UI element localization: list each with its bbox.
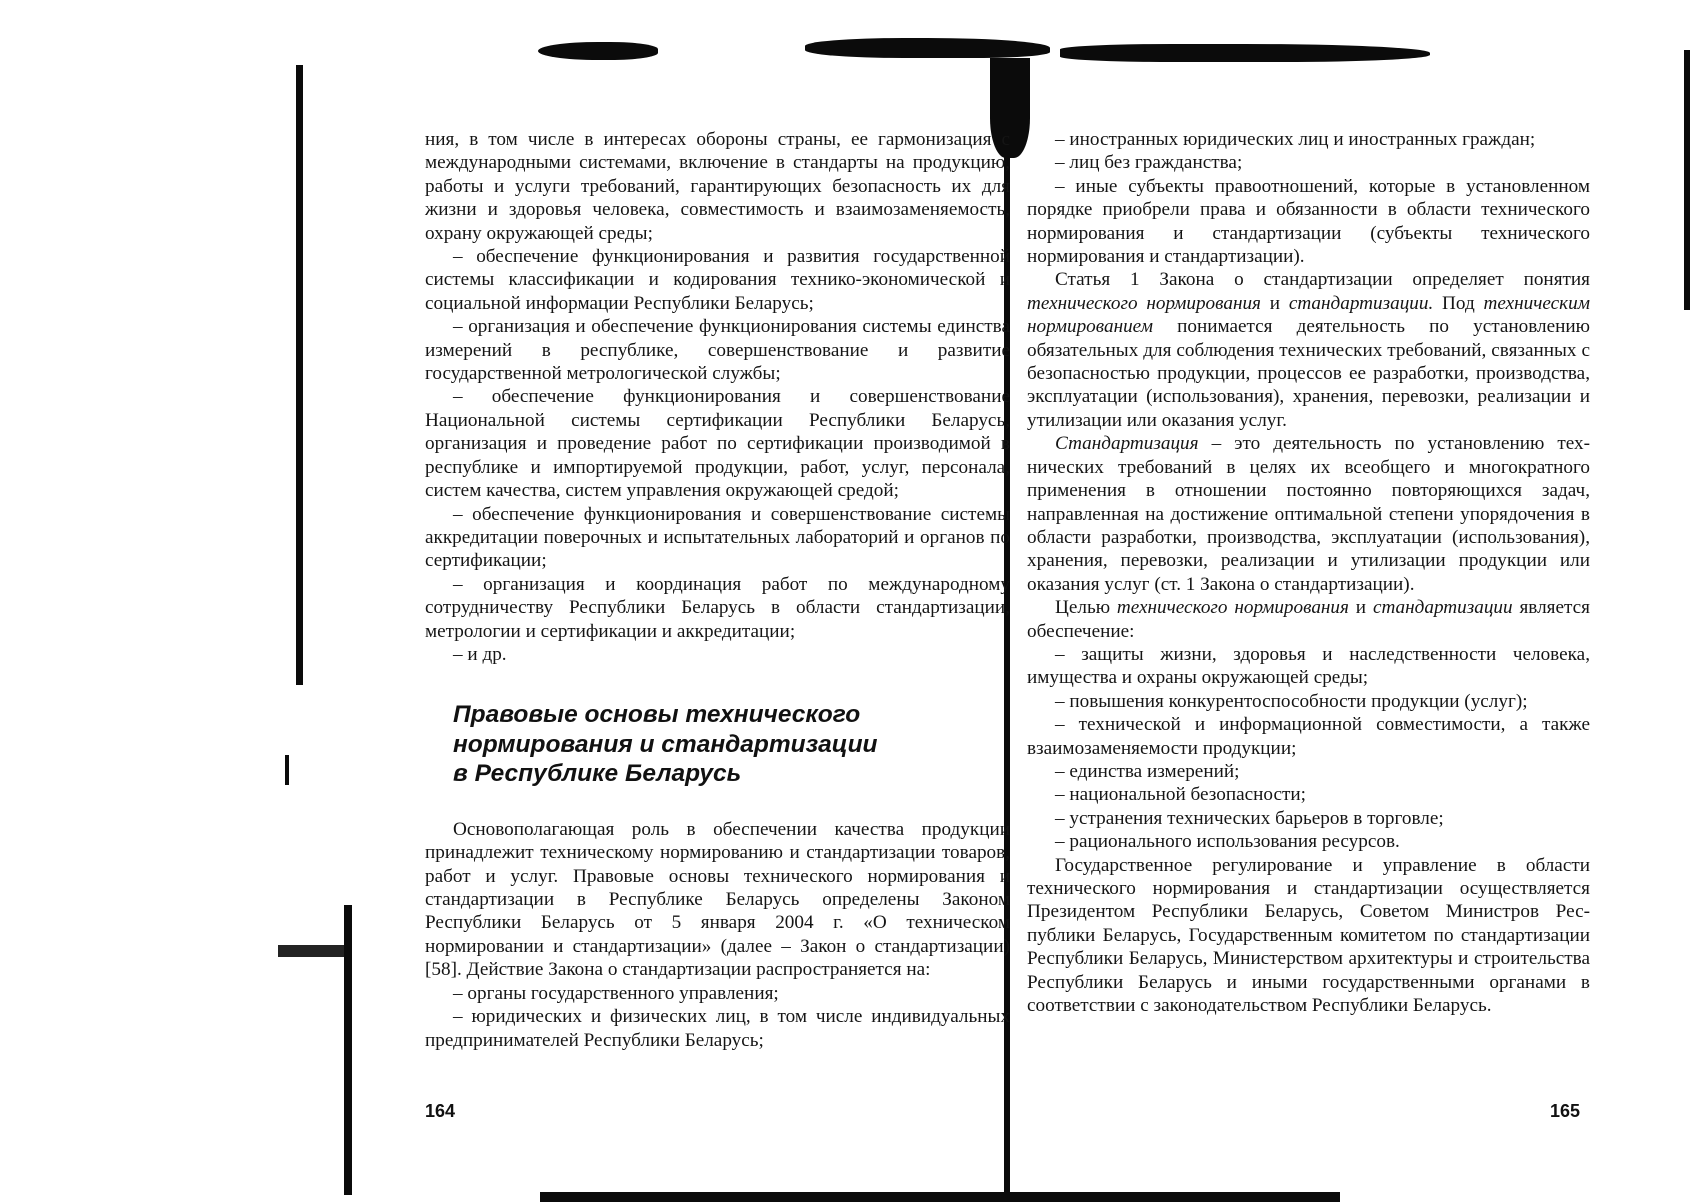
paragraph: – технической и информационной совместимости, а также взаимозаменяемости продукции; <box>1027 714 1590 759</box>
paragraph: – иные субъекты правоотношений, которые в установленном порядке приобрели права и обязанности в области технического нормирования и стандартизации (субъекты технического нормирования и стандартизации). <box>1027 175 1590 268</box>
paragraph: – единства измерений; <box>1055 760 1240 782</box>
paragraph: – организация и обеспечение функционирования системы единства измерений в республике, совершенствование и развитие государственной метрологической службы; <box>425 316 1010 385</box>
text-run: и <box>1348 597 1373 619</box>
text-run: – это деятельность по установлению технических требований в целях их всеобщего и многократного применения в отношении постоянно повторяющихся задач, направленная на достижение оптимальной степени упорядочения в области разработки, производства, эксплуатации (использования), хранения, перевозки, реализации и утилизации продукции или оказания услуг (ст. 1 Закона о стандартизации). <box>1027 433 1590 595</box>
paragraph: – иностранных юридических лиц и иностранных граждан; <box>1055 129 1536 150</box>
paragraph: – и др. <box>453 643 507 665</box>
paragraph: Государственное регулирование и управление в области технического нормирования и стандартизации осуществляется Президентом Республики Беларусь, Советом Министров Республики Беларусь, Государственным комитетом по стандартизации Республики Беларусь, Министерством архитектуры и строительства Республики Беларусь и иными государственными органами в соответствии с законодательством Республики Беларусь. <box>1027 854 1590 1017</box>
paragraph: – устранения технических барьеров в торговле; <box>1055 807 1444 829</box>
text-run: и <box>1260 292 1289 314</box>
text-run: является обеспечение: <box>1027 597 1590 642</box>
paragraph-goals-intro <box>1027 596 1590 643</box>
paragraph: – обеспечение функционирования и совершенствование системы аккредитации поверочных и испытательных лабораторий и органов по сертификации; <box>425 503 1010 572</box>
heading-line: нормирования и стандартизации <box>453 730 878 758</box>
paragraph-article-definitions <box>1027 268 1590 432</box>
paragraph-standardization <box>1027 432 1590 596</box>
scan-edge-left-mid <box>285 755 289 785</box>
paragraph: – лиц без гражданства; <box>1055 152 1243 174</box>
right-page <box>1027 128 1590 1017</box>
paragraph: – обеспечение функционирования и развития государственной системы классификации и кодирования технико-экономической и социальной информации Республики Беларусь; <box>425 246 1010 314</box>
scan-blob-top-center <box>805 38 1050 58</box>
emphasis: технического нормирования <box>1116 597 1349 619</box>
section-heading <box>453 700 1010 789</box>
text-run: Целью <box>1055 597 1117 619</box>
page-number-right: 165 <box>1550 1101 1581 1121</box>
scan-bottom-bar <box>540 1192 1340 1202</box>
paragraph: – национальной безопасности; <box>1055 784 1306 806</box>
left-page <box>425 128 1010 1052</box>
paragraph: – органы государственного управления; <box>453 982 779 1004</box>
paragraph: – защиты жизни, здоровья и наследственности человека, имущества и охраны окружающей среды; <box>1027 643 1590 689</box>
scan-blob-top-right <box>1060 44 1430 62</box>
emphasis: техническим нормированием <box>1027 292 1590 338</box>
paragraph: ния, в том числе в интересах обороны страны, ее гармонизация с международными системами, включение в стандарты на продукцию, работы и услуги требований, гарантирующих безопасность их для жизни и здоровья человека, совместимость и взаимозаменяемость, охрану окружающей среды; <box>425 129 1010 244</box>
emphasis: стандартизации. <box>1288 292 1434 314</box>
paragraph: Основополагающая роль в обеспечении качества продукции принадлежит техническому нормированию и стандартизации товаров, работ и услуг. Правовые основы технического нормирования и стандартизации в Республике Беларусь определены Законом Республики Беларусь от 5 января 2004 г. «О техническом нормировании и стандартизации» (далее – Закон о стандартизации) [58]. Действие Закона о стандартизации распространяется на: <box>425 818 1010 981</box>
text-run: понимается деятельность по установлению обязательных для соблюдения технических требований, связанных с безопасностью продукции, процессов ее разработки, производства, эксплуатации (использования), хранения, перевозки, реализации и утилизации или оказания услуг. <box>1027 316 1590 431</box>
paragraph: – организация и координация работ по международному сотрудничеству Республики Беларусь в области стандартизации, метрологии и сертификации и аккредитации; <box>425 573 1010 642</box>
scan-edge-right <box>1684 50 1690 310</box>
heading-line: Правовые основы технического <box>453 701 861 729</box>
emphasis: стандартизации <box>1372 597 1513 619</box>
scan-smudge-left <box>278 945 346 957</box>
paragraph: – обеспечение функционирования и совершенствование Национальной системы сертификации Республики Беларусь, организация и проведение работ по сертификации производимой в республике и импортируемой продукции, работ, услуг, персонала, систем качества, систем управления окружающей средой; <box>425 386 1010 502</box>
emphasis: Стандартизация <box>1055 433 1199 455</box>
scan-blob-top-left <box>538 42 658 60</box>
text-run: Под <box>1433 292 1484 314</box>
scan-edge-left-top <box>296 65 303 685</box>
heading-line: в Республике Беларусь <box>453 760 742 788</box>
paragraph: – юридических и физических лиц, в том числе индивидуальных предпринимателей Республики Беларусь; <box>425 1006 1010 1051</box>
text-run: Статья 1 Закона о стандартизации определяет понятия <box>1055 269 1590 291</box>
paragraph: – повышения конкурентоспособности продукции (услуг); <box>1055 690 1528 712</box>
emphasis: технического нормирования <box>1027 292 1261 314</box>
page-number-left: 164 <box>425 1101 456 1121</box>
paragraph: – рационального использования ресурсов. <box>1055 831 1400 853</box>
